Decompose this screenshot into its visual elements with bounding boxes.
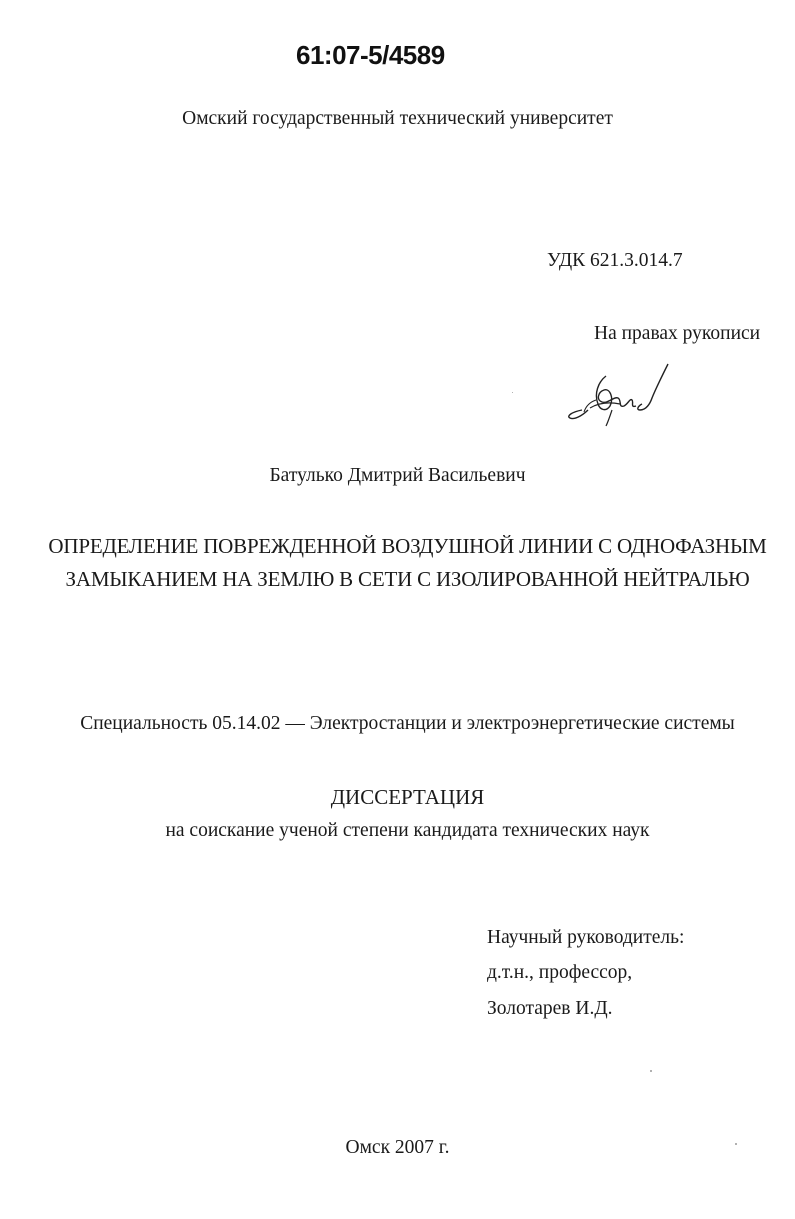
scan-speck [735,1143,737,1145]
place-and-year: Омск 2007 г. [345,1137,450,1158]
degree-line: на соискание ученой степени кандидата технических наук [165,820,650,841]
udk-code: УДК 621.3.014.7 [547,250,683,271]
advisor-name: Золотарев И.Д. [487,998,613,1019]
dissertation-title-line-1: ОПРЕДЕЛЕНИЕ ПОВРЕЖДЕННОЙ ВОЗДУШНОЙ ЛИНИИ С ОДНОФАЗНЫМ [48,534,767,558]
author-name: Батулько Дмитрий Васильевич [269,465,526,486]
scan-speck [650,1070,652,1072]
specialty-line: Специальность 05.14.02 — Электростанции и электроэнергетические системы [80,713,735,734]
dissertation-title-line-2: ЗАМЫКАНИЕМ НА ЗЕМЛЮ В СЕТИ С ИЗОЛИРОВАННОЙ НЕЙТРАЛЬЮ [65,567,750,591]
university-name: Омский государственный технический университет [182,108,613,129]
advisor-label: Научный руководитель: [487,927,685,948]
advisor-title: д.т.н., профессор, [487,962,633,983]
scan-speck [512,392,513,393]
manuscript-rights-note: На правах рукописи [594,323,761,344]
catalog-stamp: 61:07-5/4589 [296,40,445,70]
author-signature [560,352,680,432]
document-type: ДИССЕРТАЦИЯ [330,785,485,809]
